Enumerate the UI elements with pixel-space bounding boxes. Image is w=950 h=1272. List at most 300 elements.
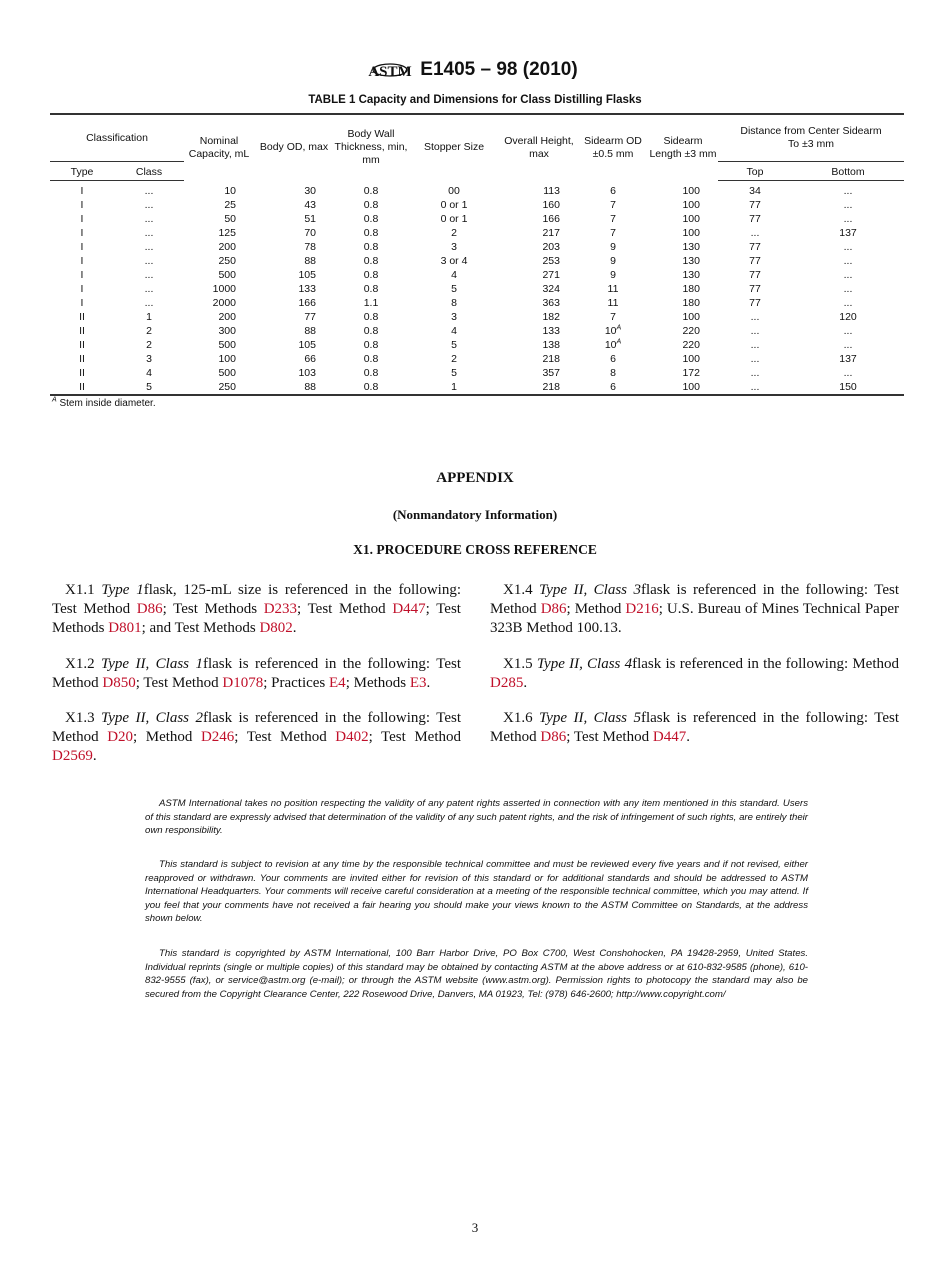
cell-value: 200 [218,311,236,323]
cell-value: I [80,241,84,253]
paragraph-text: flask is referenced in the following: Method [632,655,900,672]
table-cell [184,338,254,352]
cell-value: 0.8 [363,353,379,365]
table-cell [718,212,792,226]
cell-value: II [79,339,85,351]
table-cell [50,254,114,268]
cell-value: II [79,381,85,393]
notice-text: ASTM International takes no position respecting the validity of any patent rights asserted in connection with any item mentioned in this standard. Users of this standard are expressly advised that determination of the validity of any such patent rights, and the risk of infringement of such rights, are entirely their own responsibility. [145,798,808,837]
cell-value: 130 [682,241,700,253]
table-cell [578,240,648,254]
table-cell [500,324,578,338]
paragraph-text: X1.5 [503,655,537,672]
revision-notice [145,858,808,926]
cell-value: 10 [604,325,617,337]
table-cell [500,226,578,240]
cell-value: 7 [610,199,616,211]
table-cell [334,226,408,240]
table-cell [114,212,184,226]
cell-value: 0.8 [363,269,379,281]
table-cell [648,380,718,395]
cell-value: 9 [610,269,616,281]
table-cell [718,296,792,310]
paragraph-text: flask is referenced in the following: Test Method [490,710,899,746]
table-cell [792,366,904,380]
cell-value: 11 [607,283,619,295]
paragraph-text: ; Method [133,729,201,746]
cell-value: 77 [749,255,761,267]
table-row [50,282,904,296]
cell-value: 217 [542,227,560,239]
table-cell [500,380,578,395]
paragraph-text: X1.4 [503,582,540,598]
paragraph-text: flask, 125-mL size is referenced in the following: Test Method [52,582,462,618]
cell-value: 66 [304,353,316,365]
cell-value: 30 [304,184,316,197]
cell-value: 166 [542,213,560,225]
standard-link[interactable]: D20 [107,729,134,746]
cell-value: 250 [218,255,236,267]
table-cell [334,352,408,366]
table-cell [184,268,254,282]
cell-value: 1 [146,311,152,323]
cell-value: II [79,311,85,323]
cell-value: 77 [749,199,761,211]
table-cell [718,181,792,199]
cell-value: 88 [304,381,316,393]
cell-value: 34 [749,185,761,197]
cell-value: 125 [218,227,236,239]
cell-value: 137 [839,353,857,365]
appendix-paragraph [52,655,461,693]
cell-value: 5 [146,381,152,393]
cell-value: 4 [451,269,457,281]
cell-value: 130 [682,269,700,281]
cell-value: 77 [749,269,761,281]
standard-link[interactable]: D246 [200,729,235,746]
appendix-subtitle: (Nonmandatory Information) [392,507,558,522]
paragraph-text: ; Test Method [234,729,336,746]
table-cell [408,310,500,324]
cell-value: 100 [682,227,700,239]
col-wall: Body Wall Thickness, min, mm [334,128,408,167]
table-cell [500,254,578,268]
col-nominal: Nominal Capacity, mL [188,134,250,160]
cell-value: 253 [542,255,560,267]
table-cell [334,282,408,296]
table-cell [50,296,114,310]
cell-value: 0.8 [363,241,379,253]
table-cell [500,282,578,296]
table-cell [578,352,648,366]
cell-value: 203 [542,241,560,253]
table-cell [408,268,500,282]
cell-value: 120 [839,311,857,323]
cell-value: II [79,367,85,379]
cell-value: 182 [542,311,560,323]
table-cell [408,254,500,268]
table-cell [792,380,904,395]
cell-value: 1.1 [363,297,379,309]
cell-value: 88 [304,325,316,337]
cell-value: 10 [224,184,236,197]
notice-text: This standard is copyrighted by ASTM International, 100 Barr Harbor Drive, PO Box C700, West Conshohocken, PA 19428-2959, United States. Individual reprints (single or multiple copies) of this standard may be obtained by contacting ASTM at the above address or at 610-832-9585 (phone), 610-832-9555 (fax), or service@astm.org (e-mail); or through the ASTM website (www.astm.org). Permission rights to photocopy the standard may also be secured from the Copyright Clearance Center, 222 Rosewood Drive, Danvers, MA 01923, Tel: (978) 646-2600; http://www.copyright.com/ [145,948,808,1000]
cell-value: II [79,353,85,365]
cell-value: 2 [451,227,457,239]
cell-value: 8 [451,297,457,309]
paragraph-text: X1.6 [503,710,540,727]
col-distance: Distance from Center Sidearm To ±3 mm [718,114,904,162]
cell-value: ... [843,325,853,337]
section-heading: X1. PROCEDURE CROSS REFERENCE [353,542,597,557]
cell-value: 500 [218,339,236,351]
paragraph-text: . [686,729,690,746]
cell-value: 1 [451,381,457,393]
cell-value: 8 [610,367,616,379]
table-cell [50,268,114,282]
table-cell [114,310,184,324]
table-cell [408,240,500,254]
table-cell [254,380,334,395]
cell-value: 363 [542,297,560,309]
table-cell [792,198,904,212]
table-cell [500,240,578,254]
cell-value: 105 [298,339,316,351]
cell-value: ... [750,381,760,393]
table-cell [50,198,114,212]
col-height: Overall Height, max [504,134,574,160]
cell-value: 2 [146,339,152,351]
table-cell [408,181,500,199]
astm-logo-icon [368,55,412,85]
cell-value: 300 [218,325,236,337]
cell-value: 103 [298,367,316,379]
cell-value: 77 [749,213,761,225]
table-cell [50,352,114,366]
cell-value: 2000 [212,297,236,309]
standard-link[interactable]: E4 [329,674,346,691]
table-footnote [52,398,156,409]
paragraph-text: ; and Test Methods [141,620,260,637]
table-caption: TABLE 1 Capacity and Dimensions for Class Distilling Flasks [308,94,642,106]
paragraph-text: ; Test Method [297,601,393,618]
standard-link[interactable]: D86 [540,601,567,618]
table-cell [408,324,500,338]
left-column [52,581,461,783]
standard-link[interactable]: D285 [490,674,524,691]
table-cell [500,310,578,324]
table-row [50,181,904,199]
table-cell [184,296,254,310]
flask-type-text: Type II, Class 4 [536,655,633,672]
table-cell [334,254,408,268]
table-row [50,366,904,380]
table-row [50,240,904,254]
col-top: Top [718,162,792,181]
flask-type-text: Type II, Class 1 [101,655,203,672]
table-cell [648,310,718,324]
table-cell [408,366,500,380]
cell-value: 100 [682,353,700,365]
cell-value: ... [750,311,760,323]
table-cell [334,181,408,199]
table-row [50,198,904,212]
cell-value: 77 [749,297,761,309]
table-cell [792,310,904,324]
cell-value: 6 [610,381,616,393]
flask-type-text: Type 1 [101,582,144,598]
standard-link[interactable]: D447 [392,601,426,618]
table-cell [184,181,254,199]
paragraph-text: flask is referenced in the following: Test Method [52,710,461,746]
cell-value: 1000 [212,283,236,295]
standard-link[interactable]: D802 [259,620,293,637]
table-cell [334,198,408,212]
table-cell [254,240,334,254]
table-cell [184,366,254,380]
table-cell [50,310,114,324]
standard-link[interactable]: D402 [335,729,369,746]
table-cell [578,282,648,296]
paragraph-text: ; Test Method [566,729,653,746]
table-cell [792,268,904,282]
table-cell [578,310,648,324]
table-cell [254,212,334,226]
cell-value: ... [144,199,154,211]
table-cell [500,198,578,212]
table-cell [408,198,500,212]
cell-value: 0.8 [363,339,379,351]
table-cell [718,366,792,380]
table-row [50,310,904,324]
notice-text: This standard is subject to revision at any time by the responsible technical committee and must be reviewed every five years and if not revised, either reapproved or withdrawn. Your comments are invited either for revision of this standard or for additional standards and should be addressed to ASTM International Headquarters. Your comments will receive careful consideration at a meeting of the responsible technical committee, which you may attend. If you feel that your comments have not received a fair hearing you should make your views known to the ASTM Committee on Standards, at the address shown below. [145,859,808,925]
cell-value: 200 [218,241,236,253]
table-cell [114,338,184,352]
cell-value: ... [843,185,853,197]
cell-value: 0.8 [363,255,379,267]
cell-value: I [80,283,84,295]
cell-value: II [79,325,85,337]
table-cell [254,181,334,199]
table-cell [718,268,792,282]
table-cell [254,338,334,352]
table-cell [578,212,648,226]
table-cell [408,296,500,310]
table-cell [578,181,648,199]
cell-value: 7 [610,311,616,323]
cell-value: ... [843,283,853,295]
cell-value: ... [750,367,760,379]
table-cell [184,352,254,366]
table-cell [254,324,334,338]
table-cell [50,282,114,296]
cell-value: 100 [682,184,700,197]
cell-value: 10 [604,339,617,351]
table-cell [648,366,718,380]
cell-value: 00 [448,184,460,197]
cell-value: 70 [304,227,316,239]
patent-notice [145,797,808,838]
cell-value: 3 or 4 [440,255,468,267]
standard-link[interactable]: D86 [136,601,163,618]
cell-value: 133 [298,283,316,295]
table-cell [578,296,648,310]
table-cell [50,380,114,395]
cell-value: ... [144,241,154,253]
table-cell [648,212,718,226]
table-cell [500,338,578,352]
copyright-notice [145,947,808,1001]
cell-value: ... [843,199,853,211]
col-bottom: Bottom [792,162,904,181]
table-cell [334,240,408,254]
standard-link[interactable]: D1078 [222,674,264,691]
table-cell [408,212,500,226]
table-cell [184,254,254,268]
table-cell [792,296,904,310]
paragraph-text: ; Method [566,601,626,618]
table-cell [648,240,718,254]
cell-value: 130 [682,255,700,267]
table-row [50,338,904,352]
table-cell [50,338,114,352]
cell-value: 180 [682,283,700,295]
table-cell [254,198,334,212]
cell-value: 500 [218,269,236,281]
cell-value: ... [750,227,760,239]
table-cell [114,282,184,296]
cell-value: 100 [218,353,236,365]
table-cell [114,268,184,282]
appendix-paragraph [490,655,899,693]
cell-value: ... [144,213,154,225]
table-cell [114,254,184,268]
table-cell [648,226,718,240]
cell-value: 0.8 [363,311,379,323]
paragraph-text: . [92,748,97,765]
table-cell [718,282,792,296]
cell-value: 0.8 [363,367,379,379]
cell-value: I [80,297,84,309]
table-cell [50,366,114,380]
cell-value: 100 [682,213,700,225]
appendix-title: APPENDIX [436,470,514,486]
cell-value: 4 [451,325,457,337]
cell-value: 50 [224,213,236,225]
table-cell [334,380,408,395]
paragraph-text: X1.2 [65,655,102,672]
table-cell [114,226,184,240]
cell-value: 250 [218,381,236,393]
paragraph-text: . [523,674,528,691]
table-cell [114,380,184,395]
footnote-ref: A [616,338,622,346]
table-cell [114,324,184,338]
table-cell [578,268,648,282]
cell-value: ... [843,367,853,379]
standard-link[interactable]: D216 [625,601,659,618]
table-cell [114,198,184,212]
cell-value: I [80,227,84,239]
table-cell [718,226,792,240]
table-cell [792,226,904,240]
cell-value: 11 [607,297,619,309]
cell-value: 6 [610,353,616,365]
table-cell [334,296,408,310]
standard-link[interactable]: D2569 [52,748,93,765]
standard-link[interactable]: D850 [102,674,136,691]
cell-value: 88 [304,255,316,267]
appendix-paragraph [490,709,899,747]
cell-value: 2 [146,325,152,337]
cell-value: 172 [682,367,700,379]
cell-value: 324 [542,283,560,295]
cell-value: 5 [451,367,457,379]
table-row [50,296,904,310]
cell-value: 500 [218,367,236,379]
designation: E1405 – 98 (2010) [420,59,578,80]
table-cell [50,212,114,226]
paragraph-text: ; Methods [345,674,410,691]
table-cell [114,240,184,254]
paragraph-text: ; Test Method [135,674,223,691]
table-cell [500,366,578,380]
cell-value: 166 [298,297,316,309]
table-row [50,380,904,395]
table-cell [792,240,904,254]
table-cell [50,324,114,338]
cell-value: 3 [451,241,457,253]
table-cell [578,198,648,212]
appendix-paragraph [52,581,461,639]
cell-value: 220 [682,339,700,351]
table-cell [792,352,904,366]
cell-value: 105 [298,269,316,281]
cell-value: ... [144,185,154,197]
standard-link[interactable]: D447 [652,729,687,746]
cell-value: 3 [146,353,152,365]
paragraph-text: ; U.S. Bureau of Mines Technical Paper 323B Method 100.13. [490,601,899,637]
document-header [0,55,950,85]
footnote-text: Stem inside diameter. [59,398,156,409]
cell-value: 357 [542,367,560,379]
cell-value: 113 [543,184,560,197]
cell-value: 0.8 [363,381,379,393]
standard-link[interactable]: D86 [540,729,567,746]
cell-value: ... [843,213,853,225]
cell-value: 43 [304,199,316,211]
table-cell [718,352,792,366]
table-cell [648,338,718,352]
standard-link[interactable]: D801 [108,620,142,637]
col-classification: Classification [50,114,184,162]
cell-value: 0.8 [363,184,379,197]
table-cell [648,282,718,296]
cell-value: I [80,185,84,197]
paragraph-text: flask is referenced in the following: Test Method [52,655,461,691]
table-row [50,226,904,240]
table-cell [254,254,334,268]
cell-value: I [80,255,84,267]
table-cell [500,212,578,226]
cell-value: I [80,199,84,211]
page-number: 3 [471,1220,479,1235]
table-cell [184,324,254,338]
standard-link[interactable]: D233 [263,601,298,618]
standard-link[interactable]: E3 [409,674,427,691]
table-cell [718,240,792,254]
table-cell [500,268,578,282]
